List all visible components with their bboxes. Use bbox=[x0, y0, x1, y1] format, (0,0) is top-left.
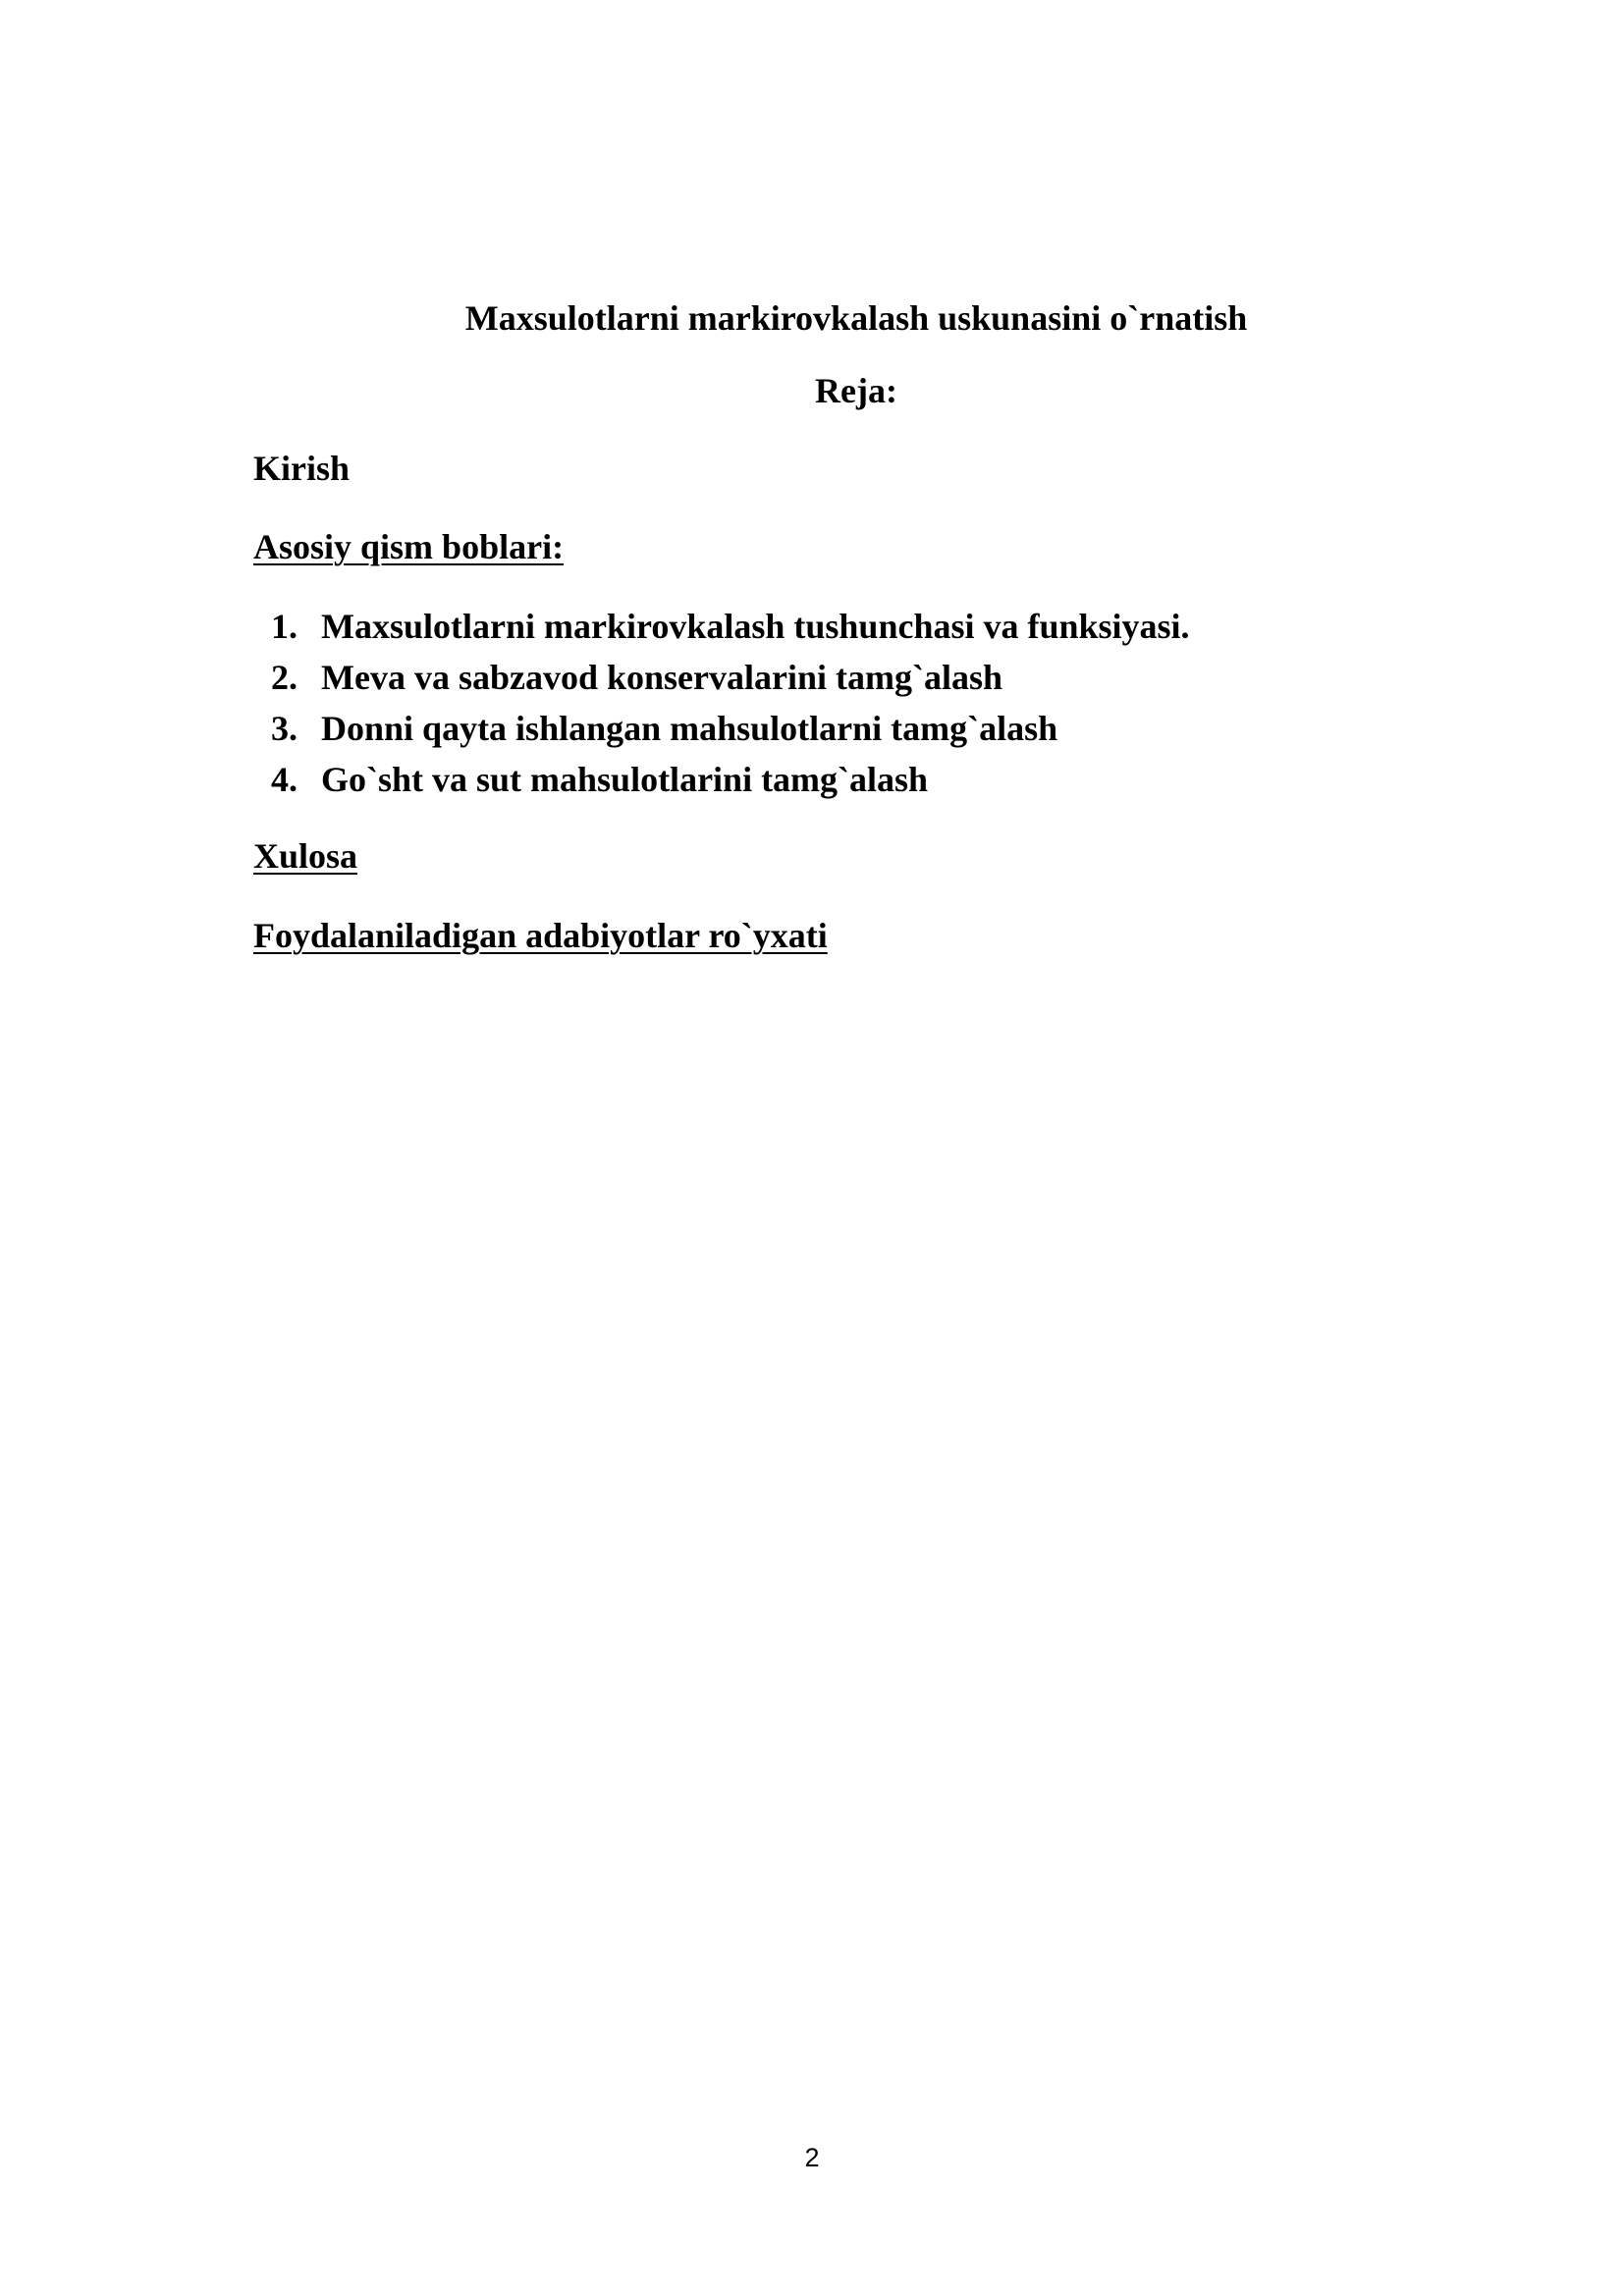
document-title: Maxsulotlarni markirovkalash uskunasini o`rnatish bbox=[464, 298, 1248, 338]
list-item bbox=[265, 601, 1190, 652]
list-item-number: 4. bbox=[271, 760, 298, 799]
list-item-number: 3. bbox=[271, 709, 298, 748]
list-item-text: Meva va sabzavod konservalarini tamg`alash bbox=[321, 658, 1003, 697]
conclusion-heading: Xulosa bbox=[253, 836, 358, 876]
list-item-number: 2. bbox=[271, 658, 298, 697]
references-heading: Foydalaniladigan adabiyotlar ro`yxati bbox=[253, 916, 828, 955]
list-item-text: Go`sht va sut mahsulotlarini tamg`alash bbox=[321, 760, 929, 799]
list-item-text: Maxsulotlarni markirovkalash tushunchasi va funksiyasi. bbox=[321, 607, 1190, 646]
chapter-list bbox=[265, 601, 1190, 805]
list-item bbox=[265, 703, 1190, 754]
page-number: 2 bbox=[804, 2143, 820, 2172]
plan-heading: Reja: bbox=[815, 371, 897, 410]
list-item bbox=[265, 754, 1190, 805]
list-item-number: 1. bbox=[271, 607, 298, 646]
main-parts-heading: Asosiy qism boblari: bbox=[253, 527, 565, 566]
list-item-text: Donni qayta ishlangan mahsulotlarni tamg`alash bbox=[321, 709, 1058, 748]
intro-heading: Kirish bbox=[253, 449, 351, 488]
list-item bbox=[265, 652, 1190, 703]
